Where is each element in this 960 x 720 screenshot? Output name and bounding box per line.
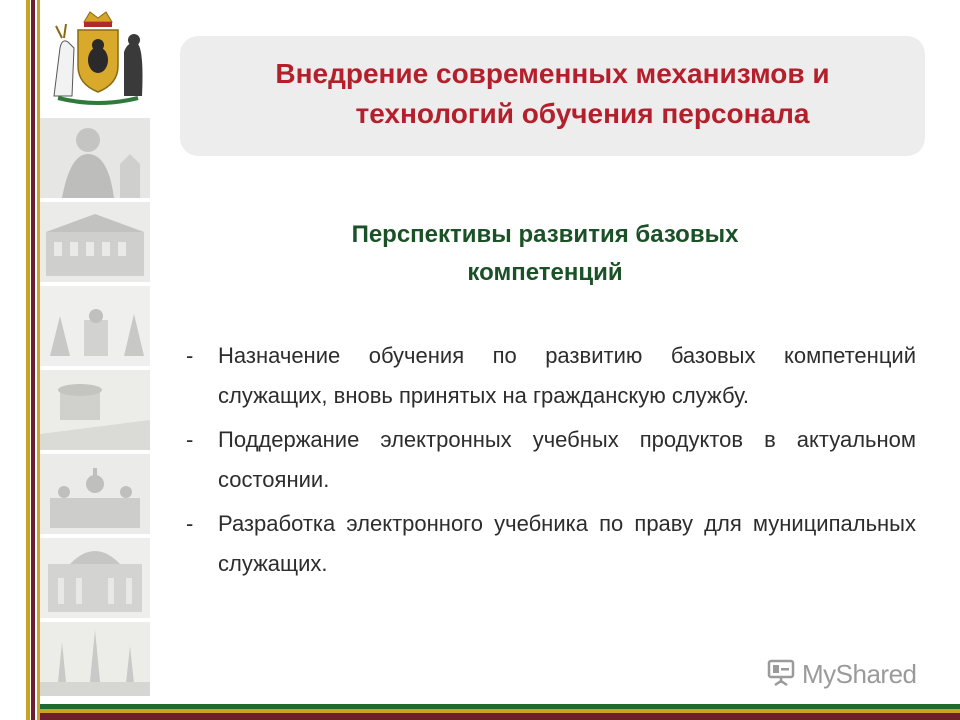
watermark-text: MyShared xyxy=(802,658,917,689)
title-panel xyxy=(180,36,925,156)
title-line-2: технологий обучения персонала xyxy=(355,98,810,129)
left-stripe-maroon xyxy=(31,0,35,720)
bullet-dash: - xyxy=(186,427,194,452)
bottom-bar-maroon xyxy=(40,713,960,720)
subtitle-line-2: компетенций xyxy=(467,259,623,286)
watermark xyxy=(766,656,917,692)
list-item xyxy=(186,336,916,416)
bullet-text: Назначение обучения по развитию базовых компетенций служащих, вновь принятых на гражданскую службу. xyxy=(218,343,916,408)
winter-church-photo xyxy=(40,286,150,366)
list-item xyxy=(186,504,916,584)
section-subtitle xyxy=(300,216,790,292)
subtitle-line-1: Перспективы развития базовых xyxy=(351,221,739,248)
decorative-photo-column xyxy=(40,118,150,696)
theatre-photo xyxy=(40,538,150,618)
left-stripe-gold xyxy=(26,0,30,720)
bullet-dash: - xyxy=(186,511,194,536)
presentation-icon xyxy=(766,657,796,692)
kremlin-towers-photo xyxy=(40,622,150,696)
building-photo xyxy=(40,202,150,282)
title-line-1: Внедрение современных механизмов и xyxy=(275,58,830,89)
riverside-pavilion-photo xyxy=(40,370,150,450)
bottom-bar xyxy=(0,698,960,720)
bullet-text: Поддержание электронных учебных продуктов в актуальном состоянии. xyxy=(218,427,916,492)
bullet-text: Разработка электронного учебника по праву для муниципальных служащих. xyxy=(218,511,916,576)
coat-of-arms-icon xyxy=(44,8,152,108)
monument-photo xyxy=(40,118,150,198)
cathedral-photo xyxy=(40,454,150,534)
page-title xyxy=(180,54,925,134)
bullet-dash: - xyxy=(186,343,194,368)
list-item xyxy=(186,420,916,500)
bullet-list xyxy=(186,336,916,588)
